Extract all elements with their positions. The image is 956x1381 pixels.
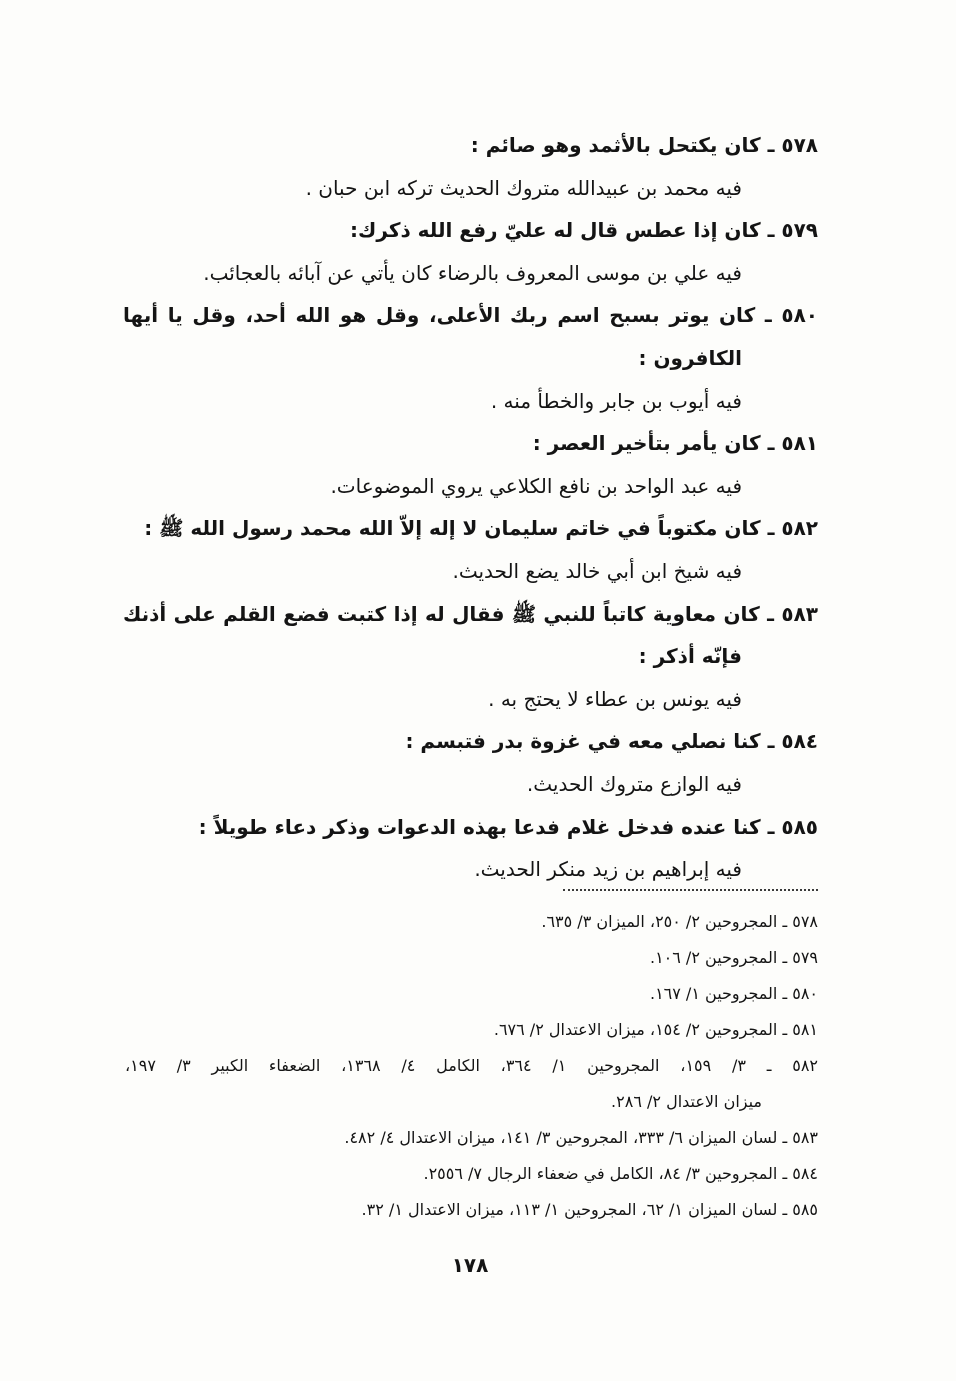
footnote-578: ٥٧٨ ـ المجروحين ٢/ ٢٥٠، الميزان ٣/ ٦٣٥. xyxy=(541,912,818,931)
entry-585-note: فيه إبراهيم بن زيد منكر الحديث. xyxy=(474,857,742,882)
page-number: ١٧٨ xyxy=(451,1253,489,1277)
footnote-582: ٥٨٢ ـ ٣/ ١٥٩، المجروحين ١/ ٣٦٤، الكامل ٤/ ١٣٦٨، الضعفاء الكبير ٣/ ١٩٧، xyxy=(125,1056,818,1075)
entry-580-heading: ٥٨٠ ـ كان يوتر بسبح اسم ربك الأعلى، وقل هو الله أحد، وقل يا أيها xyxy=(123,303,818,328)
entry-578-heading: ٥٧٨ ـ كان يكتحل بالأثمد وهو صائم : xyxy=(470,133,818,157)
entry-580-note: فيه أيوب بن جابر والخطأ منه . xyxy=(490,388,742,413)
footnote-581: ٥٨١ ـ المجروحين ٢/ ١٥٤، ميزان الاعتدال ٢/ ٦٧٦. xyxy=(493,1020,818,1039)
entry-582-heading: ٥٨٢ ـ كان مكتوباً في خاتم سليمان لا إله إلاّ الله محمد رسول الله ﷺ : xyxy=(144,516,818,541)
footnote-582-continued: ميزان الاعتدال ٢/ ٢٨٦. xyxy=(611,1092,762,1111)
entry-580-heading-continued: الكافرون : xyxy=(638,345,742,370)
footnote-585: ٥٨٥ ـ لسان الميزان ١/ ٦٢، المجروحين ١/ ١١٣، ميزان الاعتدال ١/ ٣٢. xyxy=(361,1200,818,1219)
entry-578-note: فيه محمد بن عبيدالله متروك الحديث تركه ابن حبان . xyxy=(305,175,742,200)
footnotes xyxy=(125,904,818,1228)
entry-579-heading: ٥٧٩ ـ كان إذا عطس قال له عليّ رفع الله ذكرك: xyxy=(350,218,818,243)
entry-583-note: فيه يونس بن عطاء لا يحتج به . xyxy=(488,686,742,711)
entry-583-heading: ٥٨٣ ـ كان معاوية كاتباً للنبي ﷺ فقال له إذا كتبت فضع القلم على أذنك xyxy=(123,601,818,626)
entry-581-note: فيه عبد الواحد بن نافع الكلاعي يروي الموضوعات. xyxy=(330,473,742,498)
entry-585-heading: ٥٨٥ ـ كنا عنده فدخل غلام فدعا بهذه الدعوات وذكر دعاء طويلاً : xyxy=(198,814,818,839)
footnote-583: ٥٨٣ ـ لسان الميزان ٦/ ٣٣٣، المجروحين ٣/ ١٤١، ميزان الاعتدال ٤/ ٤٨٢. xyxy=(344,1128,818,1147)
footnote-580: ٥٨٠ ـ المجروحين ١/ ١٦٧. xyxy=(649,984,818,1003)
footnote-584: ٥٨٤ ـ المجروحين ٣/ ٨٤، الكامل في ضعفاء الرجال ٧/ ٢٥٥٦. xyxy=(423,1164,818,1183)
footnote-separator xyxy=(563,889,818,891)
entry-583-heading-continued: فإنّه أذكر : xyxy=(638,644,742,669)
entry-581-heading: ٥٨١ ـ كان يأمر بتأخير العصر : xyxy=(532,431,818,456)
entry-582-note: فيه شيخ ابن أبي خالد يضع الحديث. xyxy=(452,558,742,583)
main-text xyxy=(123,124,818,891)
entry-584-heading: ٥٨٤ ـ كنا نصلي معه في غزوة بدر فتبسم : xyxy=(405,729,818,754)
footnote-579: ٥٧٩ ـ المجروحين ٢/ ١٠٦. xyxy=(649,948,818,967)
entry-579-note: فيه علي بن موسى المعروف بالرضاء كان يأتي عن آبائه بالعجائب. xyxy=(203,260,742,285)
entry-584-note: فيه الوازع متروك الحديث. xyxy=(526,771,742,796)
